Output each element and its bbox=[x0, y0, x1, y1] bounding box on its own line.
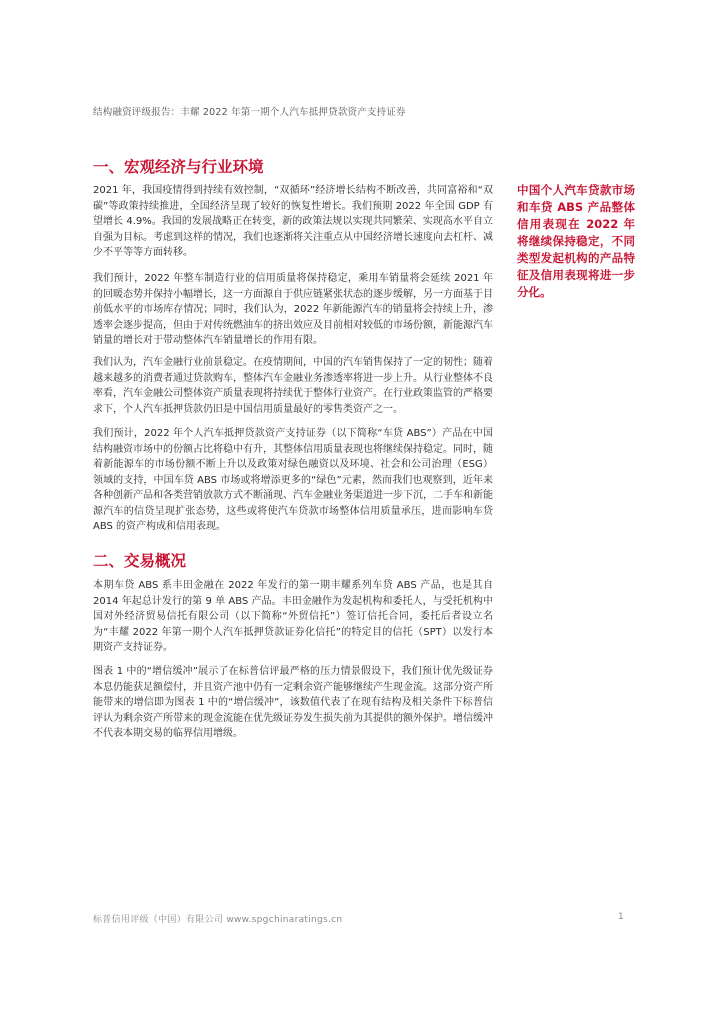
paragraph-text: 2021 年，我国疫情得到持续有效控制，“双循环”经济增长结构不断改善，共同富裕和“双碳”等政策持续推进，全国经济呈现了较好的恢复性增长。我们预期 2022 年全国 GDP 有望增长 4.9%。我国的发展战略正在转变，新的政策法规以实现共同繁荣、实现高水平自立自强为目标。考虑到这样的情况，我们也逐渐将关注重点从中国经济增长速度向去杠杆、减少不平等等方面转移。 bbox=[93, 185, 493, 258]
report-header: 结构融资评级报告：丰耀 2022 年第一期个人汽车抵押贷款资产支持证券 bbox=[93, 107, 406, 118]
paragraph-transaction-overview bbox=[93, 578, 493, 656]
section-title-macro: 一、宏观经济与行业环境 bbox=[93, 158, 264, 176]
paragraph-text: 图表 1 中的“增信缓冲”展示了在标普信评最严格的压力情景假设下，我们预计优先级证券本息仍能获足额偿付，并且资产池中仍有一定剩余资产能够继续产生现金流。这部分资产所能带来的增信即为图表 1 中的“增信缓冲”，该数值代表了在现有结构及相关条件下标普信评认为剩余资产所带来的现金流能在优先级证券发生损失前为其提供的额外保护。增信缓冲不代表本期交易的临界信用增级。 bbox=[93, 666, 493, 739]
paragraph-auto-finance bbox=[93, 355, 493, 417]
paragraph-abs-outlook bbox=[93, 426, 493, 535]
paragraph-text: 我们预计，2022 年个人汽车抵押贷款资产支持证券（以下简称“车贷 ABS”）产品在中国结构融资市场中的份额占比将稳中有升，其整体信用质量表现也将继续保持稳定。同时，随着新能源车的市场份额不断上升以及政策对绿色融资以及环境、社会和公司治理（ESG）领域的支持，中国车贷 ABS 市场或将增添更多的“绿色”元素，然而我们也观察到，近年来各种创新产品和各类营销放款方式不断涌现、汽车金融业务渠道进一步下沉，二手车和新能源汽车的信贷呈现扩张态势，这些或将使汽车贷款市场整体信用质量承压，进而影响车贷 ABS 的资产构成和信用表现。 bbox=[93, 428, 493, 532]
page-number: 1 bbox=[618, 912, 624, 922]
paragraph-macro-1 bbox=[93, 183, 493, 261]
footer-company: 标普信用评级（中国）有限公司 www.spgchinaratings.cn bbox=[93, 915, 343, 925]
sidebar-key-takeaway: 中国个人汽车贷款市场和车贷 ABS 产品整体信用表现在 2022 年将继续保持稳定，不同类型发起机构的产品特征及信用表现将进一步分化。 bbox=[517, 183, 635, 299]
paragraph-credit-buffer bbox=[93, 664, 493, 742]
paragraph-text: 我们预计，2022 年整车制造行业的信用质量将保持稳定，乘用车销量将会延续 2021 年的回暖态势并保持小幅增长，这一方面源自于供应链紧张状态的逐步缓解，另一方面基于目前低水平的市场库存情况；同时，我们认为，2022 年新能源汽车的销量将会持续上升，渗透率会逐步提高，但由于对传统燃油车的挤出效应及目前相对较低的市场份额，新能源汽车销量的增长对于带动整体汽车销量增长的作用有限。 bbox=[93, 273, 493, 346]
paragraph-text: 本期车贷 ABS 系丰田金融在 2022 年发行的第一期丰耀系列车贷 ABS 产品，也是其自 2014 年起总计发行的第 9 单 ABS 产品。丰田金融作为发起机构和委托人，与受托机构中国对外经济贸易信托有限公司（以下简称“外贸信托”）签订信托合同，委托后者设立名为“丰耀 2022 年第一期个人汽车抵押贷款证券化信托”的特定目的信托（SPT）以发行本期资产支持证券。 bbox=[93, 580, 493, 653]
paragraph-auto-industry bbox=[93, 271, 493, 349]
paragraph-text: 我们认为，汽车金融行业前景稳定。在疫情期间，中国的汽车销售保持了一定的韧性；随着越来越多的消费者通过贷款购车，整体汽车金融业务渗透率将进一步上升。从行业整体不良率看，汽车金融公司整体资产质量表现将持续优于整体行业资产。在行业政策监管的严格要求下，个人汽车抵押贷款仍旧是中国信用质量最好的零售类资产之一。 bbox=[93, 357, 493, 415]
section-title-transaction: 二、交易概况 bbox=[93, 552, 187, 570]
